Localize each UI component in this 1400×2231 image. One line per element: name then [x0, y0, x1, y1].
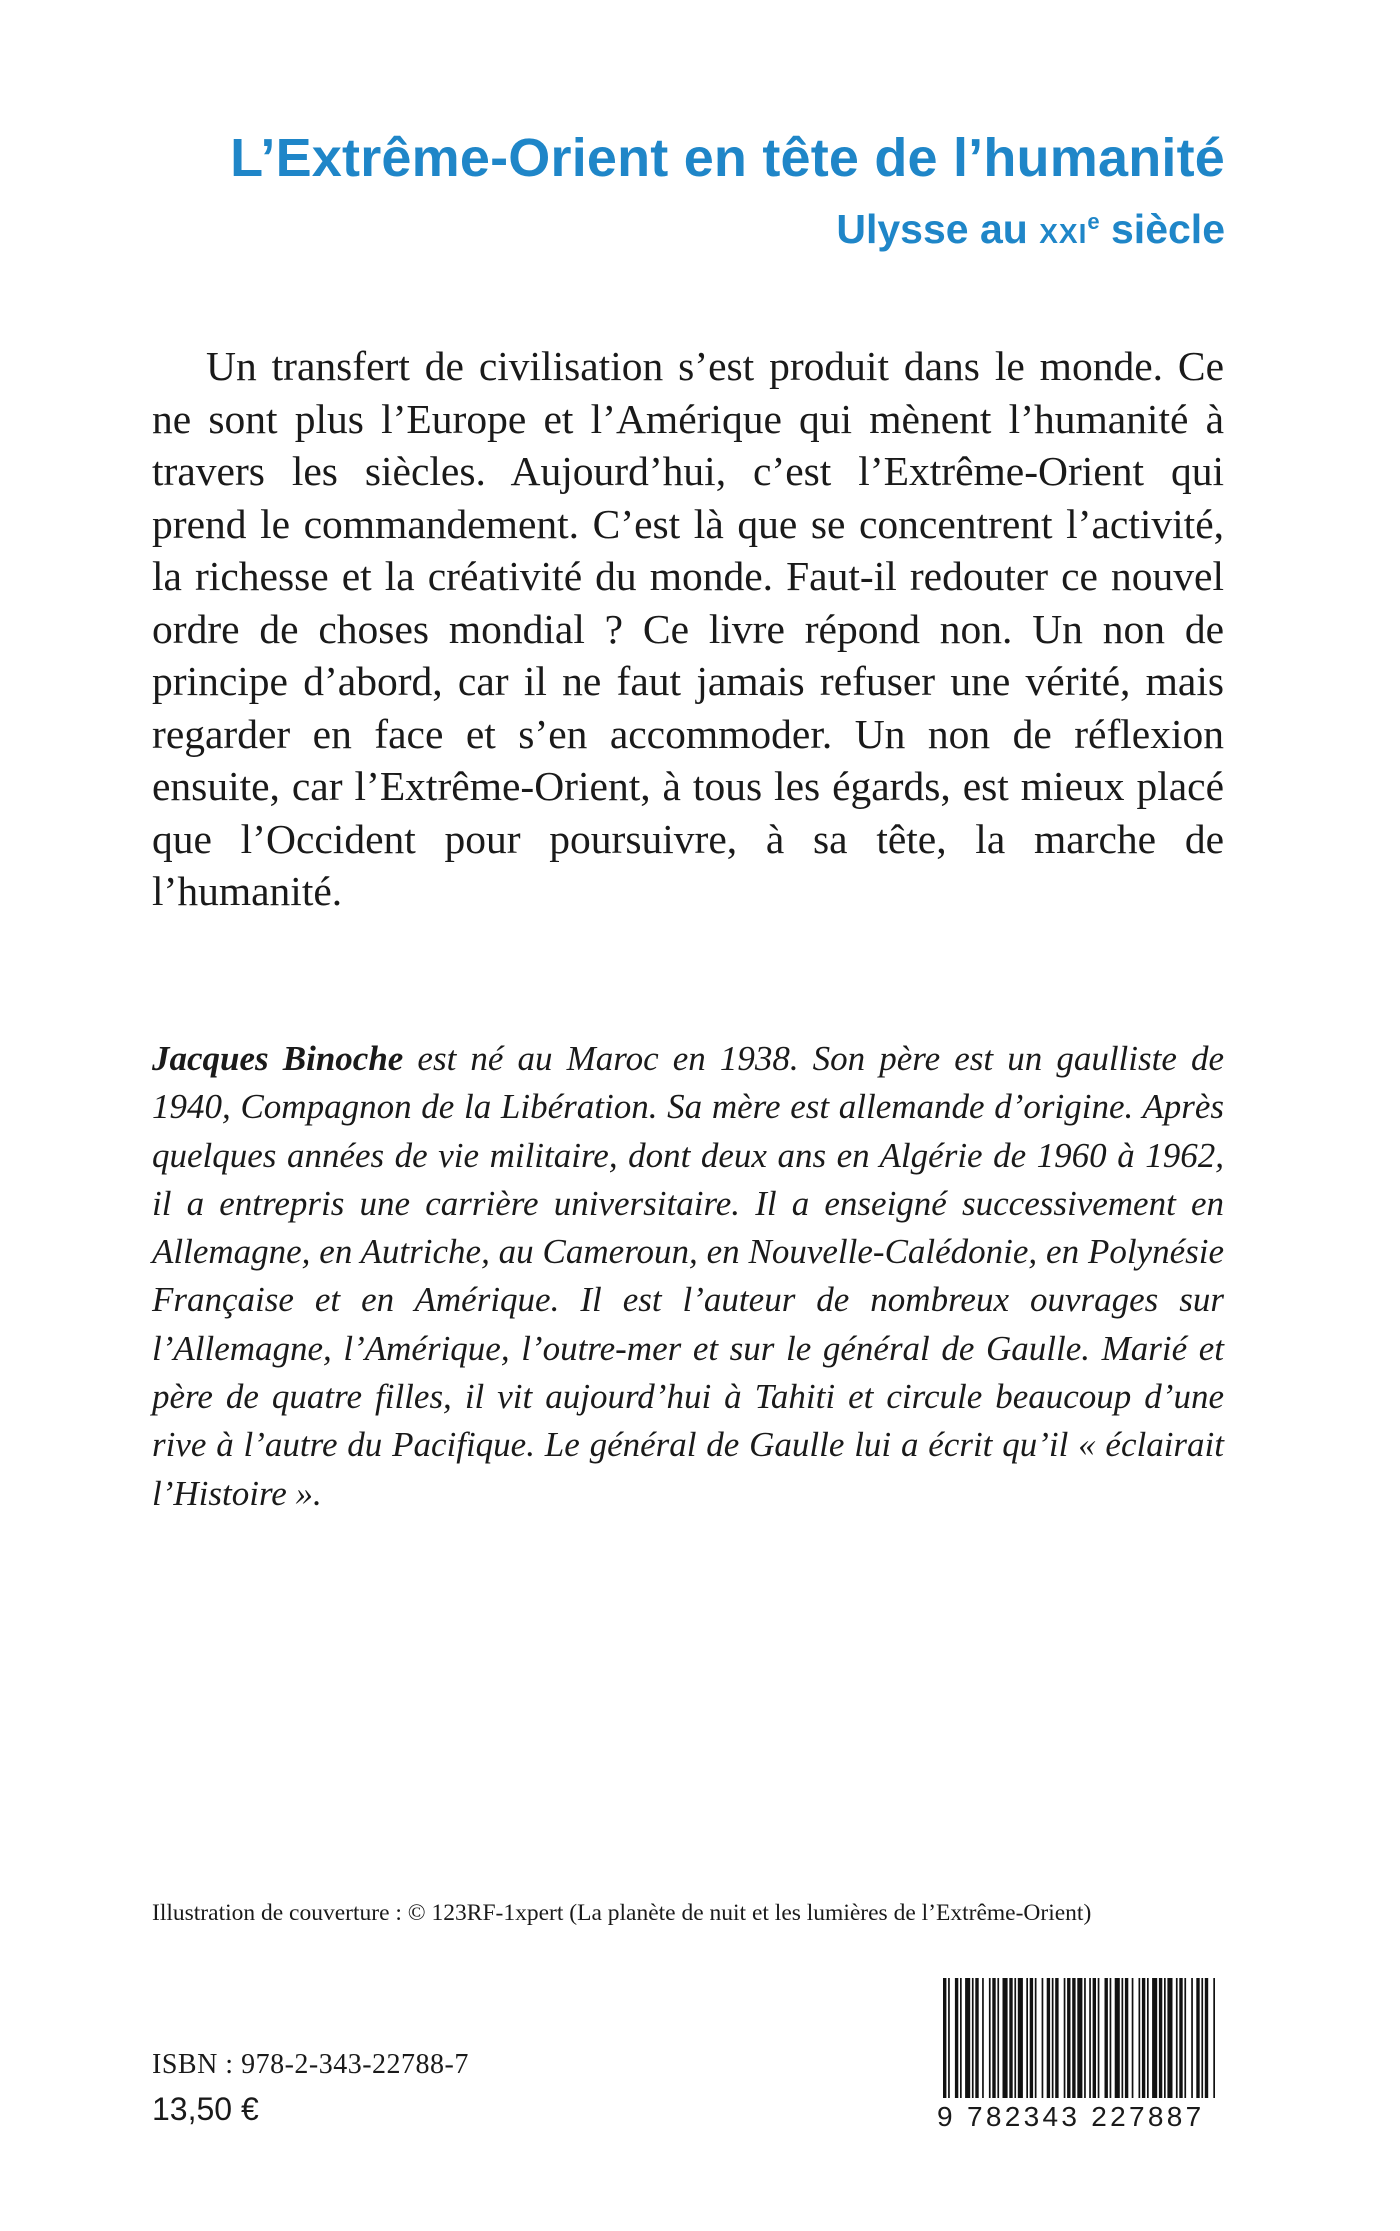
barcode-bar — [1196, 1978, 1199, 2098]
barcode-bar — [955, 1978, 958, 2098]
subtitle-century: XXI — [1039, 218, 1088, 249]
barcode-bar — [1003, 1978, 1008, 2098]
barcode-bar — [1098, 1978, 1100, 2098]
barcode-bar — [975, 1978, 978, 2098]
barcode-bar — [1093, 1978, 1096, 2098]
barcode-digits: 9 782343 227887 — [937, 2101, 1222, 2133]
barcode-bar — [1201, 1978, 1203, 2098]
barcode-bar — [1030, 1978, 1033, 2098]
barcode-bar — [1009, 1978, 1012, 2098]
barcode-bar — [982, 1978, 984, 2098]
barcode-bar — [1167, 1978, 1172, 2098]
barcode-bar — [1110, 1978, 1112, 2098]
barcode-bar — [1072, 1978, 1075, 2098]
barcode-bar — [1047, 1978, 1050, 2098]
book-subtitle — [150, 204, 1225, 259]
barcode-bar — [1139, 1978, 1141, 2098]
book-blurb: Un transfert de civilisation s’est produit dans le monde. Ce ne sont plus l’Europe et l’Amérique qui mènent l’humanité à travers les siècles. Aujourd’hui, c’est l’Extrême-Orient qui prend le commandement. C’est là que se concentrent l’activité, la richesse et la créativité du monde. Faut-il redouter ce nouvel ordre de choses mondial ? Ce livre répond non. Un non de principe d’abord, car il ne faut jamais refuser une vérité, mais regarder en face et s’en accommoder. Un non de réflexion ensuite, car l’Extrême-Orient, à tous les égards, est mieux placé que l’Occident pour poursuivre, à sa tête, la marche de l’humanité. — [152, 343, 1224, 914]
author-bio-text: est né au Maroc en 1938. Son père est un gaulliste de 1940, Compagnon de la Libération. Sa mère est allemande d’origine. Après quelques années de vie militaire, dont deux ans en Algérie de 1960 à 1962, il a entrepris une carrière universitaire. Il a enseigné successivement en Allemagne, en Autriche, au Cameroun, en Nouvelle-Calédonie, en Polynésie Française et en Amérique. Il est l’auteur de nombreux ouvrages sur l’Allemagne, l’Amérique, l’outre-mer et sur le général de Gaulle. Marié et père de quatre filles, il vit aujourd’hui à Tahiti et circule beaucoup d’une rive à l’autre du Pacifique. Le général de Gaulle lui a écrit qu’il « éclairait l’Histoire ». — [152, 1039, 1224, 1513]
isbn-number: ISBN : 978-2-343-22788-7 — [152, 2049, 469, 2080]
barcode-bar — [1042, 1978, 1044, 2098]
subtitle-superscript: e — [1087, 209, 1100, 234]
barcode-bar — [1179, 1978, 1182, 2098]
barcode-bar — [1122, 1978, 1124, 2098]
barcode-bar — [1105, 1978, 1108, 2098]
barcode-bar — [960, 1978, 962, 2098]
barcode-bar — [989, 1978, 991, 2098]
barcode-bar — [1035, 1978, 1037, 2098]
barcode-bar — [1026, 1978, 1028, 2098]
barcode-bar — [1089, 1978, 1091, 2098]
barcode-bar — [948, 1978, 950, 2098]
barcode-bar — [965, 1978, 970, 2098]
barcode-bar — [1077, 1978, 1082, 2098]
barcode-bar — [992, 1978, 995, 2098]
author-name: Jacques Binoche — [152, 1039, 404, 1078]
barcode-bar — [1125, 1978, 1128, 2098]
barcode-bar — [1115, 1978, 1120, 2098]
barcode-bar — [1084, 1978, 1086, 2098]
barcode-bar — [1142, 1978, 1145, 2098]
barcode-bar — [1213, 1978, 1215, 2098]
subtitle-suffix: siècle — [1099, 206, 1225, 252]
subtitle-prefix: Ulysse au — [836, 206, 1040, 252]
barcode-bar — [1052, 1978, 1054, 2098]
barcode-bar — [997, 1978, 999, 2098]
barcode-bar — [1014, 1978, 1016, 2098]
barcode-bar — [1176, 1978, 1178, 2098]
barcode-bar — [1018, 1978, 1023, 2098]
illustration-credit: Illustration de couverture : © 123RF-1xpert (La planète de nuit et les lumières de l’Extrême-Orient) — [152, 1900, 1092, 1926]
barcode-bar — [972, 1978, 974, 2098]
barcode-bar — [943, 1978, 946, 2098]
book-price: 13,50 € — [152, 2091, 259, 2127]
barcode-bar — [1164, 1978, 1166, 2098]
barcode-bar — [1184, 1978, 1186, 2098]
barcode-bar — [1067, 1978, 1070, 2098]
barcode-bar — [1147, 1978, 1149, 2098]
barcode-bar — [1132, 1978, 1134, 2098]
barcode-bar — [1205, 1978, 1208, 2098]
book-title: L’Extrême-Orient en tête de l’humanité — [230, 128, 1225, 188]
barcode-bar — [1191, 1978, 1193, 2098]
barcode-bar — [1159, 1978, 1162, 2098]
barcode-bar — [1152, 1978, 1157, 2098]
barcode-bar — [1064, 1978, 1066, 2098]
author-bio — [152, 1035, 1224, 1518]
barcode-bar — [1055, 1978, 1058, 2098]
